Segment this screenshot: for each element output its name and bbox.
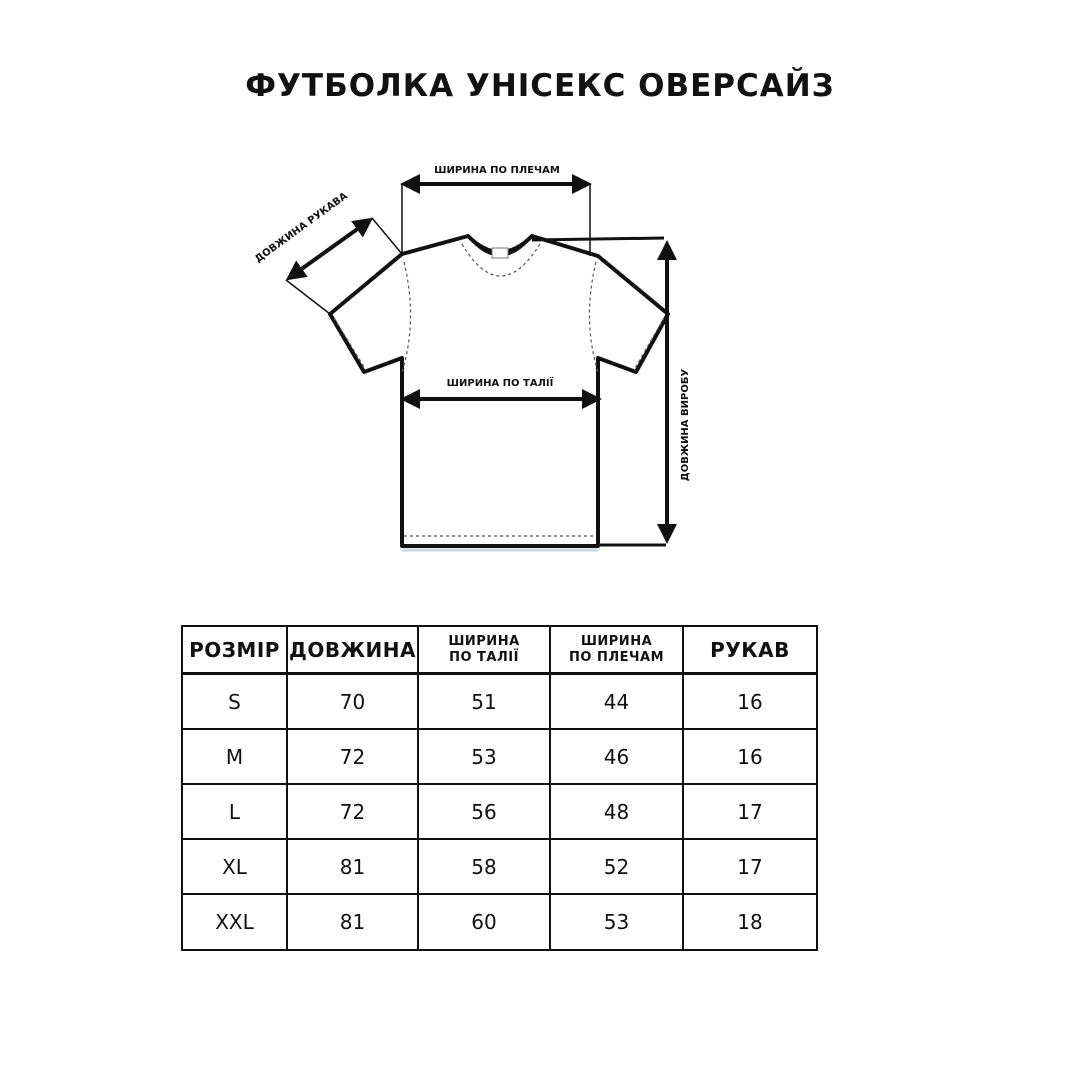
shoulder-width-label: ШИРИНА ПО ПЛЕЧАМ [434,165,560,176]
cell-shoulder: 46 [603,744,630,769]
cell-sleeve: 17 [737,799,763,824]
cell-shoulder: 44 [603,689,630,714]
cell-shoulder: 52 [603,854,630,879]
header-sleeve: РУКАВ [710,637,790,662]
cell-length: 72 [339,799,366,824]
cell-length: 72 [339,744,366,769]
cell-sleeve: 16 [737,689,763,714]
cell-size: M [225,744,244,769]
header-shoulder-line2: ПО ПЛЕЧАМ [568,649,665,665]
page-title: ФУТБОЛКА УНІСЕКС ОВЕРСАЙЗ [245,68,835,104]
header-size: РОЗМІР [189,637,280,662]
shoulder-width-measure [402,165,590,256]
header-shoulder-line1: ШИРИНА [580,633,653,649]
header-shoulder-width [551,627,682,672]
cell-shoulder: 48 [603,799,630,824]
cell-sleeve: 16 [737,744,763,769]
header-waist-line2: ПО ТАЛІЇ [449,649,519,665]
cell-sleeve: 17 [737,854,763,879]
sleeve-length-label: ДОВЖИНА РУКАВА [253,190,350,266]
header-waist-width [419,627,549,672]
cell-waist: 51 [471,689,497,714]
cell-length: 81 [339,910,366,934]
cell-size: L [228,799,241,824]
cell-length: 81 [339,854,366,879]
cell-waist: 60 [471,910,497,934]
header-length: ДОВЖИНА [289,637,416,662]
cell-waist: 53 [471,744,497,769]
cell-waist: 58 [471,854,497,879]
cell-shoulder: 53 [603,910,630,934]
size-table [181,625,818,951]
garment-length-label: ДОВЖИНА ВИРОБУ [680,368,691,482]
header-waist-line1: ШИРИНА [448,633,520,649]
cell-size: S [228,689,241,714]
tshirt-outline [330,236,668,550]
cell-size: XL [222,854,247,879]
waist-width-label: ШИРИНА ПО ТАЛІЇ [446,378,554,389]
cell-size: XXL [215,910,254,934]
cell-sleeve: 18 [737,910,763,934]
cell-length: 70 [339,689,366,714]
cell-waist: 56 [471,799,497,824]
